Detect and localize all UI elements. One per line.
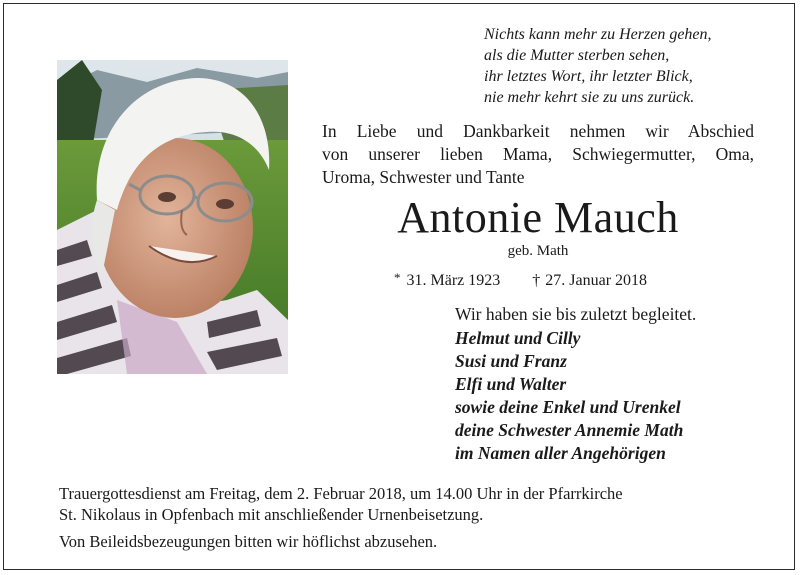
intro-line: In Liebe und Dankbarkeit nehmen wir Abschied [322,121,754,141]
mourner: deine Schwester Annemie Math [455,420,684,440]
poem-line: ihr letztes Wort, ihr letzter Blick, [484,68,693,85]
family-lead: Wir haben sie bis zuletzt begleitet. [455,304,697,324]
birth-date: 31. März 1923 [406,272,501,289]
mourner: Susi und Franz [455,351,567,371]
death-date: 27. Januar 2018 [545,272,648,289]
service-line: St. Nikolaus in Opfenbach mit anschließender Urnenbeisetzung. [59,505,484,524]
mourners-block [455,303,696,465]
mourner: sowie deine Enkel und Urenkel [455,397,681,417]
life-dates [394,270,647,290]
intro-line: Uroma, Schwester und Tante [322,167,525,187]
service-line: Trauergottesdienst am Freitag, dem 2. Februar 2018, um 14.00 Uhr in der Pfarrkirche [59,484,623,503]
poem-line: Nichts kann mehr zu Herzen gehen, [484,26,712,43]
poem-line: nie mehr kehrt sie zu uns zurück. [484,89,695,106]
poem [484,24,784,108]
deceased-name: Antonie Mauch [397,193,679,242]
mourner: Elfi und Walter [455,374,567,394]
mourner: Helmut und Cilly [455,328,581,348]
farewell-intro [322,120,754,189]
portrait-photo [57,60,288,374]
poem-line: als die Mutter sterben sehen, [484,47,670,64]
birth-star-icon: * [394,270,401,285]
service-info [59,483,759,552]
cross-icon: † [532,272,541,289]
mourner: im Namen aller Angehörigen [455,443,666,463]
intro-line: von unserer lieben Mama, Schwiegermutter, Oma, [322,144,754,164]
condolence-note: Von Beileidsbezeugungen bitten wir höflichst abzusehen. [59,532,438,551]
maiden-name: geb. Math [507,243,569,259]
